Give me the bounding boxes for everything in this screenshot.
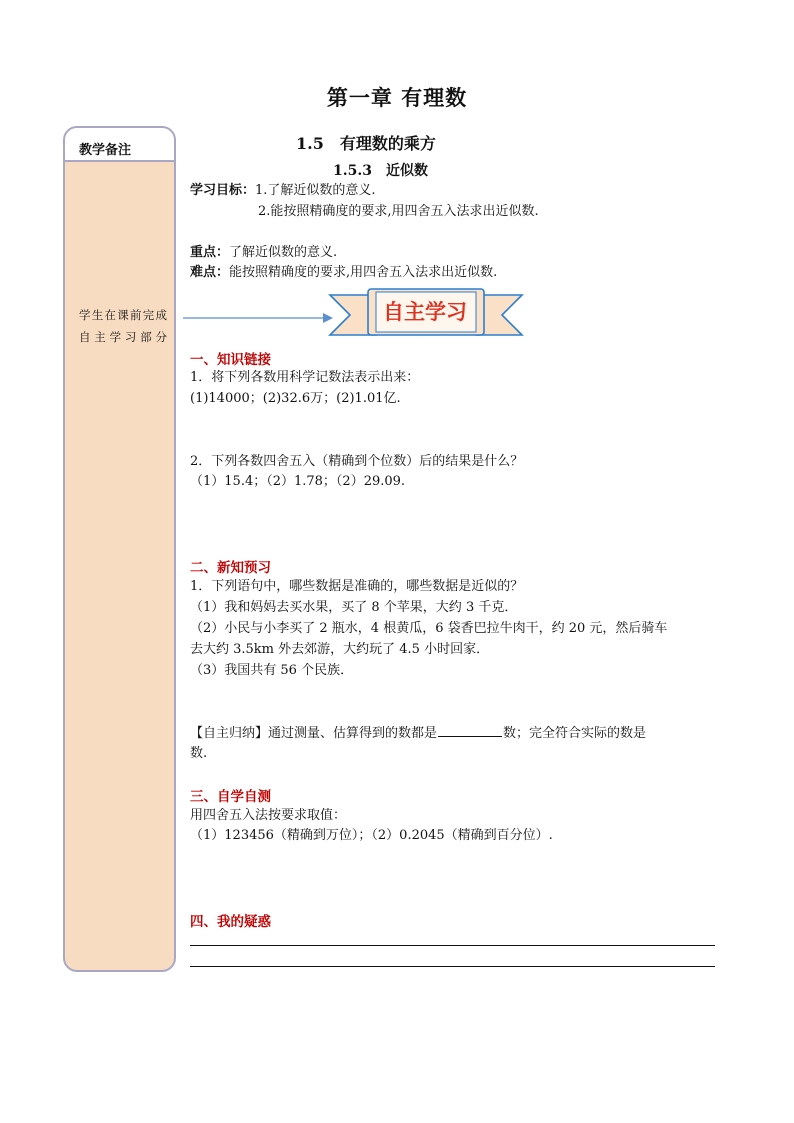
summary-after: 数；完全符合实际的数是	[503, 726, 647, 741]
pointer-arrow-icon	[183, 308, 333, 328]
part1-question-1-items: (1)14000；(2)32.6万；(2)1.01亿.	[190, 391, 401, 406]
self-summary	[190, 723, 646, 744]
difficulty-label: 难点：	[190, 265, 230, 280]
part2-item-1: （1）我和妈妈去买水果，买了 8 个苹果，大约 3 千克．	[190, 600, 518, 615]
chapter-title: 第一章 有理数	[326, 85, 468, 110]
part2-item-3: （3）我国共有 56 个民族．	[190, 663, 354, 678]
part3-intro: 用四舍五入法按要求取值：	[190, 808, 347, 823]
subsection-title: 1.5.3 近似数	[333, 163, 428, 179]
sidebar-note: 学生在课前完成自主学习部分	[79, 308, 167, 344]
key-point-label: 重点：	[190, 245, 230, 260]
difficulty	[190, 263, 497, 283]
sidebar-header: 教学备注	[65, 128, 174, 162]
part4-heading: 四、我的疑惑	[190, 914, 271, 930]
key-point	[190, 243, 337, 263]
answer-line-2[interactable]	[190, 966, 715, 967]
goal-2: 2.能按照精确度的要求,用四舍五入法求出近似数.	[258, 204, 539, 219]
part2-item-2a: （2）小民与小李买了 2 瓶水，4 根黄瓜，6 袋香巴拉牛肉干，约 20 元，然后骑车	[190, 621, 668, 636]
answer-blank[interactable]	[438, 723, 502, 737]
part1-question-2-items: （1）15.4；（2）1.78；（2）29.09.	[190, 474, 406, 489]
goals-label: 学习目标：	[190, 183, 256, 198]
key-point-text: 了解近似数的意义.	[229, 245, 338, 260]
part1-question-2: 2．下列各数四舍五入（精确到个位数）后的结果是什么？	[190, 454, 524, 469]
section-title: 1.5 有理数的乘方	[296, 134, 436, 153]
part1-question-1: 1．将下列各数用科学记数法表示出来：	[190, 370, 420, 385]
difficulty-text: 能按照精确度的要求,用四舍五入法求出近似数.	[229, 265, 498, 280]
part2-question-1: 1．下列语句中，哪些数据是准确的，哪些数据是近似的？	[190, 579, 524, 594]
part2-heading: 二、新知预习	[190, 560, 271, 576]
part2-item-2b: 去大约 3.5km 外去郊游，大约玩了 4.5 小时回家．	[190, 642, 490, 657]
part1-heading: 一、知识链接	[190, 352, 271, 368]
goal-1: 1.了解近似数的意义.	[255, 183, 376, 198]
learning-goals	[190, 181, 376, 201]
part3-items: （1）123456（精确到万位）；（2）0.2045（精确到百分位）.	[190, 828, 553, 843]
summary-before: 通过测量、估算得到的数都是	[268, 726, 438, 741]
teaching-notes-sidebar	[63, 126, 176, 972]
part3-heading: 三、自学自测	[190, 789, 271, 805]
answer-line-1[interactable]	[190, 945, 715, 946]
summary-end: 数.	[190, 746, 208, 761]
summary-label: 【自主归纳】	[190, 726, 269, 741]
self-study-banner-label: 自主学习	[383, 300, 467, 324]
